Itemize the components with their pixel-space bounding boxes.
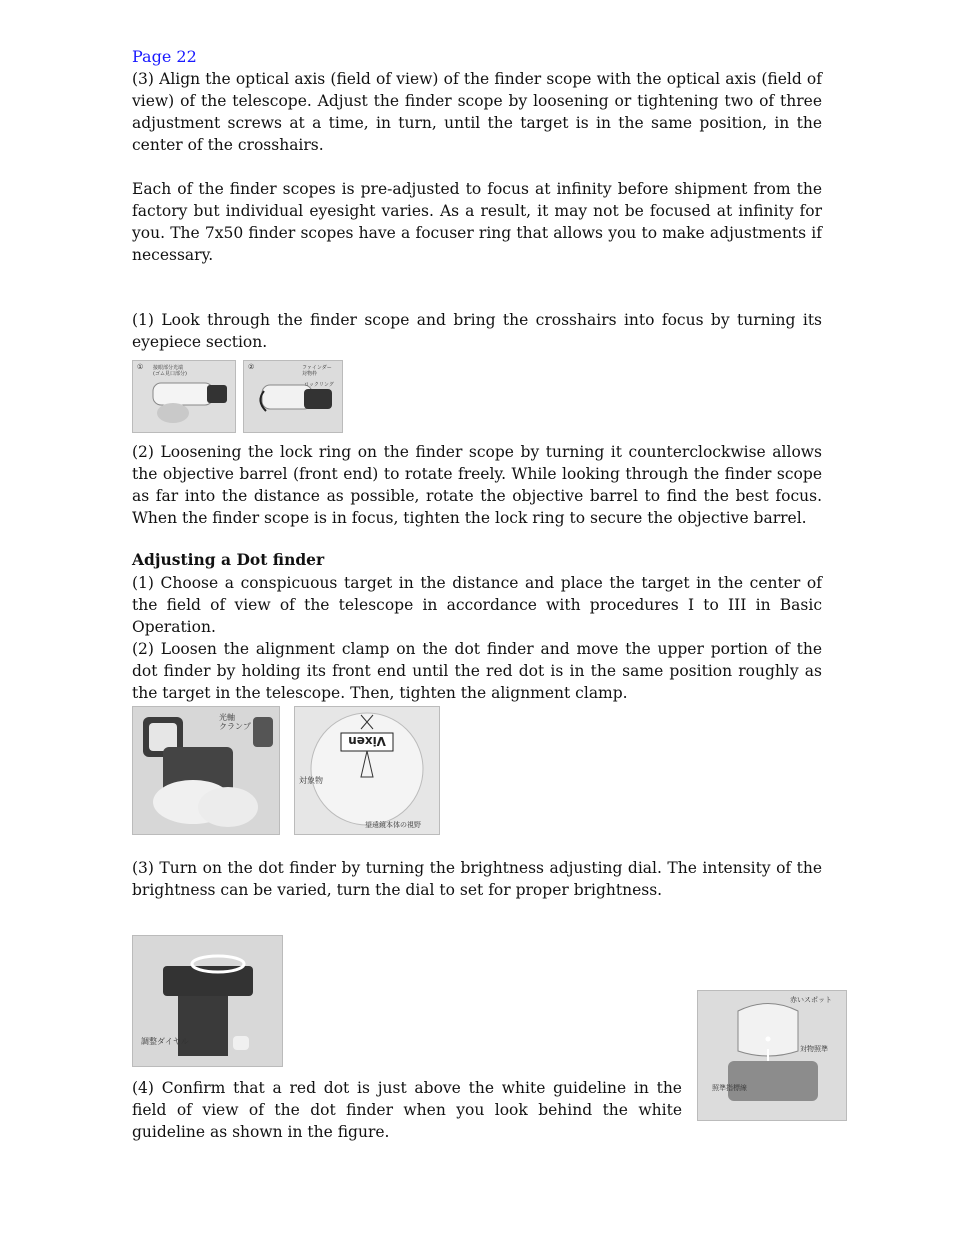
finder-eyepiece-photo: [132, 360, 236, 433]
figure-3-label: 光軸クランプ: [219, 713, 251, 732]
figure-4-brand: Vixen: [348, 734, 386, 748]
paragraph-confirm-red-dot: (4) Confirm that a red dot is just above the white guideline in the field of view of the dot finder when you look behind the white guideline as shown in the figure.: [132, 1079, 682, 1141]
dot-finder-view-diagram: [294, 706, 440, 835]
page-number: Page 22: [132, 47, 197, 66]
paragraph-align-optical-axis: (3) Align the optical axis (field of view) of the finder scope with the optical axis (field of view) of the telescope. Adjust the finder scope by loosening or tightening two of three adjustment screws at a time, in turn, until the target is in the same position, in the center of the crosshairs.: [132, 70, 822, 154]
section-heading-dot-finder: Adjusting a Dot finder: [132, 550, 325, 569]
figure-6-label-c: 照準指標線: [712, 1084, 747, 1092]
dot-finder-clamp-photo: [132, 706, 280, 835]
red-dot-view-photo: [697, 990, 847, 1121]
paragraph-finder-focus-note: Each of the finder scopes is pre-adjusted to focus at infinity before shipment from the factory but individual eyesight varies. As a result, it may not be focused at infinity for you. The 7x50 finder scopes have a focuser ring that allows you to make adjustments if necessary.: [132, 180, 822, 264]
figure-6-label-a: 赤いスポット: [790, 996, 832, 1004]
figure-2-label-a: ファインダー対物枠: [302, 365, 332, 377]
brightness-dial-photo: [132, 935, 283, 1067]
figure-4-label-a: 対象物: [299, 776, 323, 785]
figure-2-label-b: ロックリング: [304, 382, 334, 388]
finder-lock-ring-photo: [243, 360, 343, 433]
figure-2-number: ②: [248, 363, 255, 371]
paragraph-focus-crosshairs: (1) Look through the finder scope and bring the crosshairs into focus by turning its eyepiece section.: [132, 311, 822, 351]
figure-5-label: 調整ダイヤル: [141, 1037, 189, 1046]
figure-1-label: 接眼部分光端(ゴム見口部分): [153, 365, 187, 377]
paragraph-lock-ring: (2) Loosening the lock ring on the finder scope by turning it counterclockwise allows the objective barrel (front end) to rotate freely. While looking through the finder scope as far into the distance as possible, rotate the objective barrel to find the best focus. When the finder scope is in focus, tighten the lock ring to secure the objective barrel.: [132, 443, 822, 527]
paragraph-choose-target: (1) Choose a conspicuous target in the distance and place the target in the center of the field of view of the telescope in accordance with procedures I to III in Basic Operation.: [132, 574, 822, 636]
figure-4-label-b: 望遠鏡本体の視野: [365, 821, 421, 829]
paragraph-alignment-clamp: (2) Loosen the alignment clamp on the dot finder and move the upper portion of the dot finder by holding its front end until the red dot is in the same position roughly as the target in the telescope. Then, tighten the alignment clamp.: [132, 640, 822, 702]
figure-6-label-b: 対物照準: [800, 1045, 828, 1053]
figure-1-number: ①: [137, 363, 144, 371]
paragraph-brightness-dial: (3) Turn on the dot finder by turning the brightness adjusting dial. The intensity of the brightness can be varied, turn the dial to set for proper brightness.: [132, 859, 822, 899]
